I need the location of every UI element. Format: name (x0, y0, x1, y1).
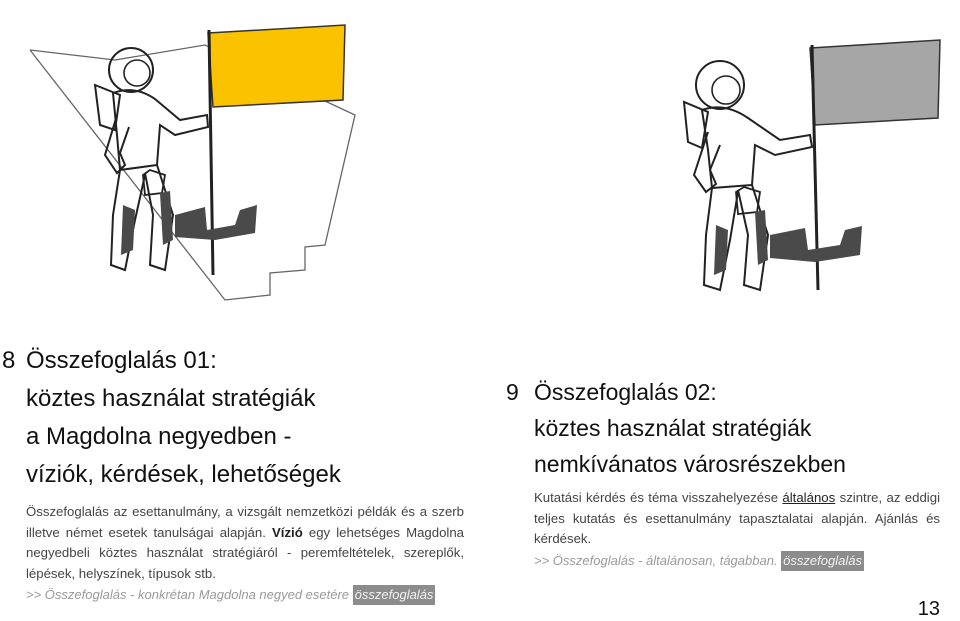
flag-grey (810, 40, 940, 125)
astronaut-with-flag-icon (670, 30, 960, 310)
heading-line-1: Összefoglalás 02: (534, 379, 717, 405)
section-heading (506, 374, 940, 410)
section-number: 8 (2, 347, 16, 374)
summary-tag[interactable]: összefoglalás (353, 585, 436, 605)
astronaut-grey-flag-illustration (670, 30, 960, 310)
summary-link[interactable]: >> Összefoglalás - konkrétan Magdolna negyed esetére összefoglalás (2, 585, 464, 605)
vizio-keyword: Vízió (271, 524, 303, 540)
altalanos-keyword: általános (782, 490, 836, 505)
summary-tag[interactable]: összefoglalás (781, 551, 864, 571)
section-description: Összefoglalás az esettanulmány, a vizsgált nemzetközi példák és a szerb illetve német esetek tanulságai alapján. Vízió egy lehetséges Magdolna negyedbeli köztes használat stratégiáról - peremfeltételek, szereplők, lépések, helyszínek, típusok stb. (26, 504, 464, 581)
section-heading (2, 342, 464, 380)
summary-link[interactable]: >> Összefoglalás - általánosan, tágabban. összefoglalás (506, 551, 940, 571)
flag-yellow (208, 25, 345, 107)
heading-line-3: a Magdolna negyedben - (26, 423, 292, 450)
heading-line-2: köztes használat stratégiák (534, 415, 812, 441)
heading-line-2: köztes használat stratégiák (26, 385, 316, 412)
summary-section-01 (2, 342, 464, 605)
astronaut-yellow-flag-illustration (25, 15, 385, 315)
page-number: 13 (917, 598, 940, 620)
section-description: Kutatási kérdés és téma visszahelyezése általános szintre, az eddigi teljes kutatás és esettanulmány tapasztalatai alapján. Ajánlás és kérdések. (534, 490, 940, 546)
summary-section-02 (506, 374, 940, 571)
heading-line-3: nemkívánatos városrészekben (534, 451, 846, 477)
astronaut-with-flag-icon (25, 15, 385, 315)
heading-line-4: víziók, kérdések, lehetőségek (26, 461, 341, 488)
heading-line-1: Összefoglalás 01: (26, 347, 217, 374)
section-number: 9 (506, 379, 519, 405)
